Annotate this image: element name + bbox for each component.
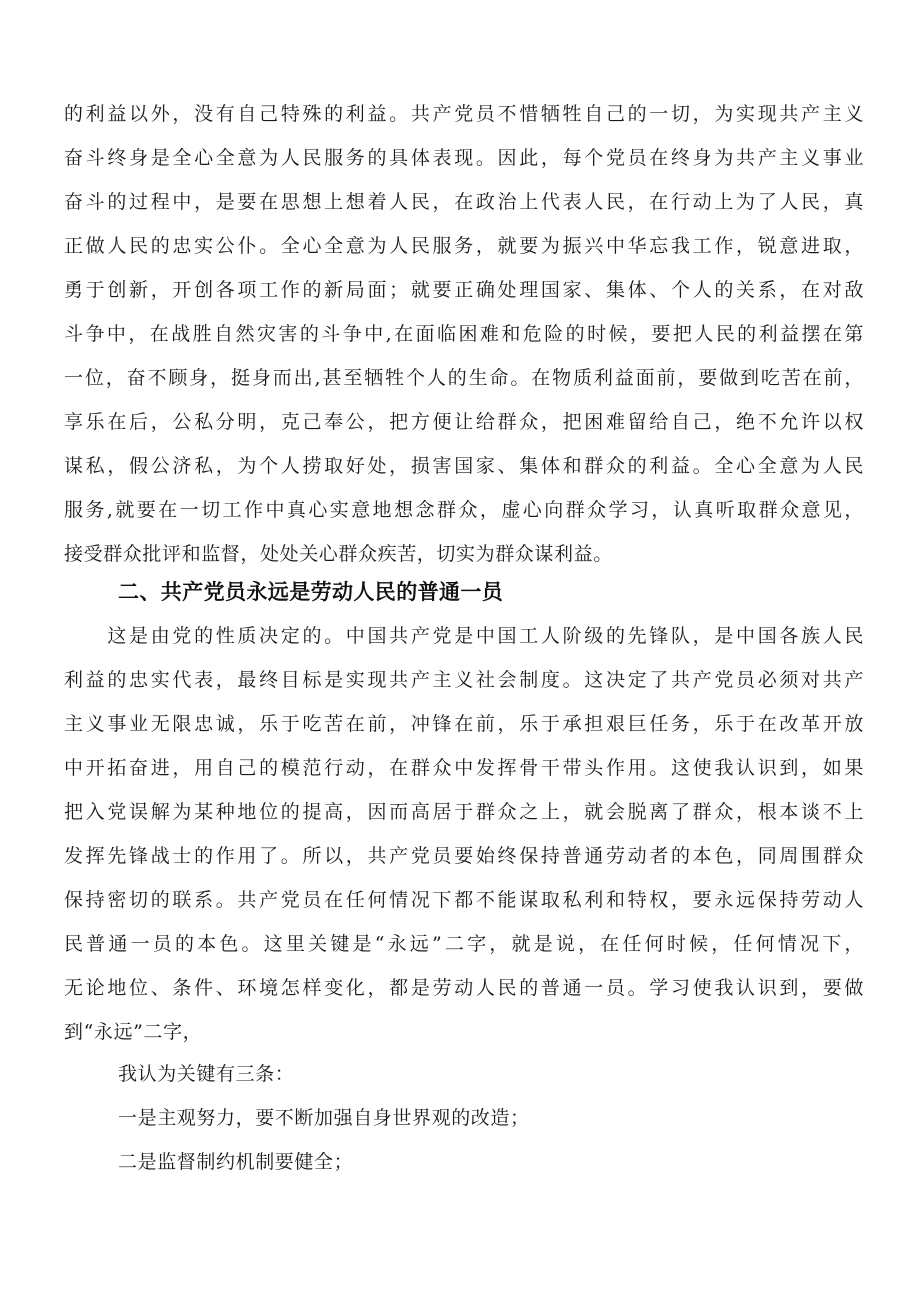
paragraph-line: 斗争中，在战胜自然灾害的斗争中,在面临困难和危险的时候，要把人民的利益摆在第	[64, 323, 864, 345]
paragraph-line: 奋斗终身是全心全意为人民服务的具体表现。因此，每个党员在终身为共产主义事业	[64, 147, 864, 169]
paragraph-line: 保持密切的联系。共产党员在任何情况下都不能谋取私利和特权，要永远保持劳动人	[64, 889, 864, 911]
paragraph-line: 把入党误解为某种地位的提高，因而高居于群众之上，就会脱离了群众，根本谈不上	[64, 801, 864, 823]
paragraph-line: 到“永远”二字，	[64, 1021, 203, 1043]
paragraph-line: 一位，奋不顾身，挺身而出,甚至牺牲个人的生命。在物质利益面前，要做到吃苦在前，	[64, 367, 864, 389]
list-item-first: 一是主观努力，要不断加强自身世界观的改造；	[118, 1107, 530, 1129]
paragraph-line: 接受群众批评和监督，处处关心群众疾苦，切实为群众谋利益。	[64, 543, 613, 565]
paragraph-line: 奋斗的过程中，是要在思想上想着人民，在政治上代表人民，在行动上为了人民，真	[64, 191, 864, 213]
list-intro-line: 我认为关键有三条：	[118, 1063, 295, 1085]
paragraph-service-to-people	[64, 92, 864, 576]
paragraph-line: 发挥先锋战士的作用了。所以，共产党员要始终保持普通劳动者的本色，同周围群众	[64, 845, 864, 867]
paragraph-line: 无论地位、条件、环境怎样变化，都是劳动人民的普通一员。学习使我认识到，要做	[64, 977, 864, 999]
paragraph-line: 正做人民的忠实公仆。全心全意为人民服务，就要为振兴中华忘我工作，锐意进取，	[64, 235, 864, 257]
paragraph-line: 谋私，假公济私，为个人捞取好处，损害国家、集体和群众的利益。全心全意为人民	[64, 455, 864, 477]
paragraph-line: 的利益以外，没有自己特殊的利益。共产党员不惜牺牲自己的一切，为实现共产主义	[64, 103, 864, 125]
list-item-second: 二是监督制约机制要健全；	[118, 1151, 354, 1173]
paragraph-line: 享乐在后，公私分明，克己奉公，把方便让给群众，把困难留给自己，绝不允许以权	[64, 411, 864, 433]
paragraph-line: 服务,就要在一切工作中真心实意地想念群众，虚心向群众学习，认真听取群众意见，	[64, 499, 864, 521]
paragraph-line: 中开拓奋进，用自己的模范行动，在群众中发挥骨干带头作用。这使我认识到，如果	[64, 757, 864, 779]
paragraph-line: 勇于创新，开创各项工作的新局面；就要正确处理国家、集体、个人的关系，在对敌	[64, 279, 864, 301]
section-heading: 二、共产党员永远是劳动人民的普通一员	[118, 580, 504, 604]
paragraph-line: 主义事业无限忠诚，乐于吃苦在前，冲锋在前，乐于承担艰巨任务，乐于在改革开放	[64, 713, 864, 735]
paragraph-line: 民普通一员的本色。这里关键是“永远”二字，就是说，在任何时候，任何情况下，	[64, 933, 864, 955]
paragraph-ordinary-member	[64, 614, 864, 1054]
paragraph-line: 利益的忠实代表，最终目标是实现共产主义社会制度。这决定了共产党员必须对共产	[64, 669, 864, 691]
paragraph-line: 这是由党的性质决定的。中国共产党是中国工人阶级的先锋队，是中国各族人民	[64, 625, 864, 647]
